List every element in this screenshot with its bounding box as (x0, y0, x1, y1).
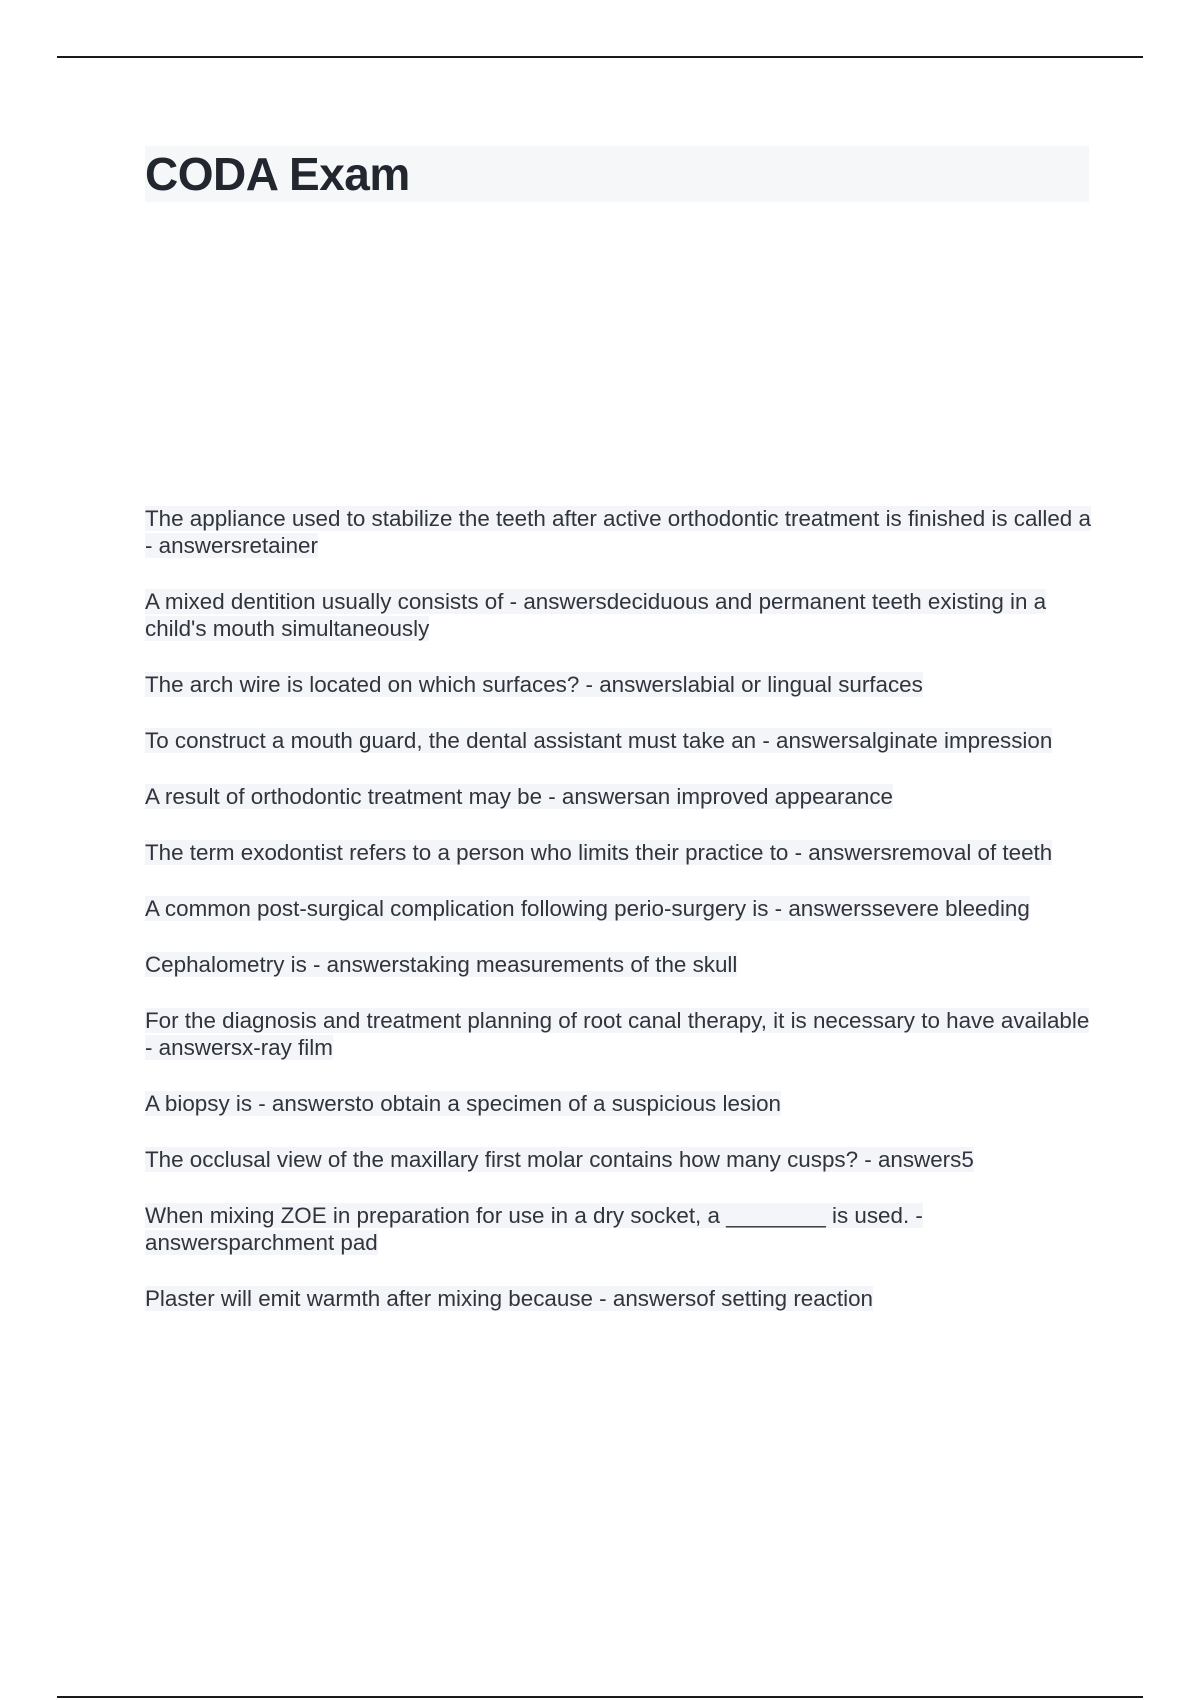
qa-item (145, 951, 1095, 978)
qa-item (145, 1285, 1095, 1312)
qa-text: To construct a mouth guard, the dental assistant must take an - answersalginate impression (145, 728, 1053, 753)
qa-item (145, 727, 1095, 754)
qa-item (145, 783, 1095, 810)
qa-item (145, 895, 1095, 922)
qa-text: The term exodontist refers to a person who limits their practice to - answersremoval of teeth (145, 840, 1053, 865)
qa-item (145, 1146, 1095, 1173)
page-title: CODA Exam (145, 148, 410, 200)
qa-text: Cephalometry is - answerstaking measurements of the skull (145, 952, 738, 977)
qa-text: A common post-surgical complication following perio-surgery is - answerssevere bleeding (145, 896, 1030, 921)
qa-text: The occlusal view of the maxillary first molar contains how many cusps? - answers5 (145, 1147, 974, 1172)
qa-item (145, 588, 1095, 642)
qa-text: When mixing ZOE in preparation for use in a dry socket, a ________ is used. - answersparchment pad (145, 1203, 923, 1255)
qa-item (145, 1090, 1095, 1117)
title-block (145, 146, 1089, 202)
qa-text: A biopsy is - answersto obtain a specimen of a suspicious lesion (145, 1091, 781, 1116)
qa-item (145, 671, 1095, 698)
qa-list (145, 505, 1095, 1341)
qa-text: The arch wire is located on which surfaces? - answerslabial or lingual surfaces (145, 672, 923, 697)
qa-item (145, 1007, 1095, 1061)
qa-text: A mixed dentition usually consists of - answersdeciduous and permanent teeth existing in a child's mouth simultaneously (145, 589, 1047, 641)
qa-item (145, 1202, 1095, 1256)
qa-text: For the diagnosis and treatment planning of root canal therapy, it is necessary to have available - answersx-ray film (145, 1008, 1090, 1060)
qa-text: A result of orthodontic treatment may be - answersan improved appearance (145, 784, 893, 809)
top-rule (57, 56, 1143, 58)
qa-text: Plaster will emit warmth after mixing because - answersof setting reaction (145, 1286, 873, 1311)
qa-text: The appliance used to stabilize the teeth after active orthodontic treatment is finished is called a - answersretainer (145, 506, 1091, 558)
qa-item (145, 505, 1095, 559)
bottom-rule (57, 1696, 1143, 1698)
qa-item (145, 839, 1095, 866)
